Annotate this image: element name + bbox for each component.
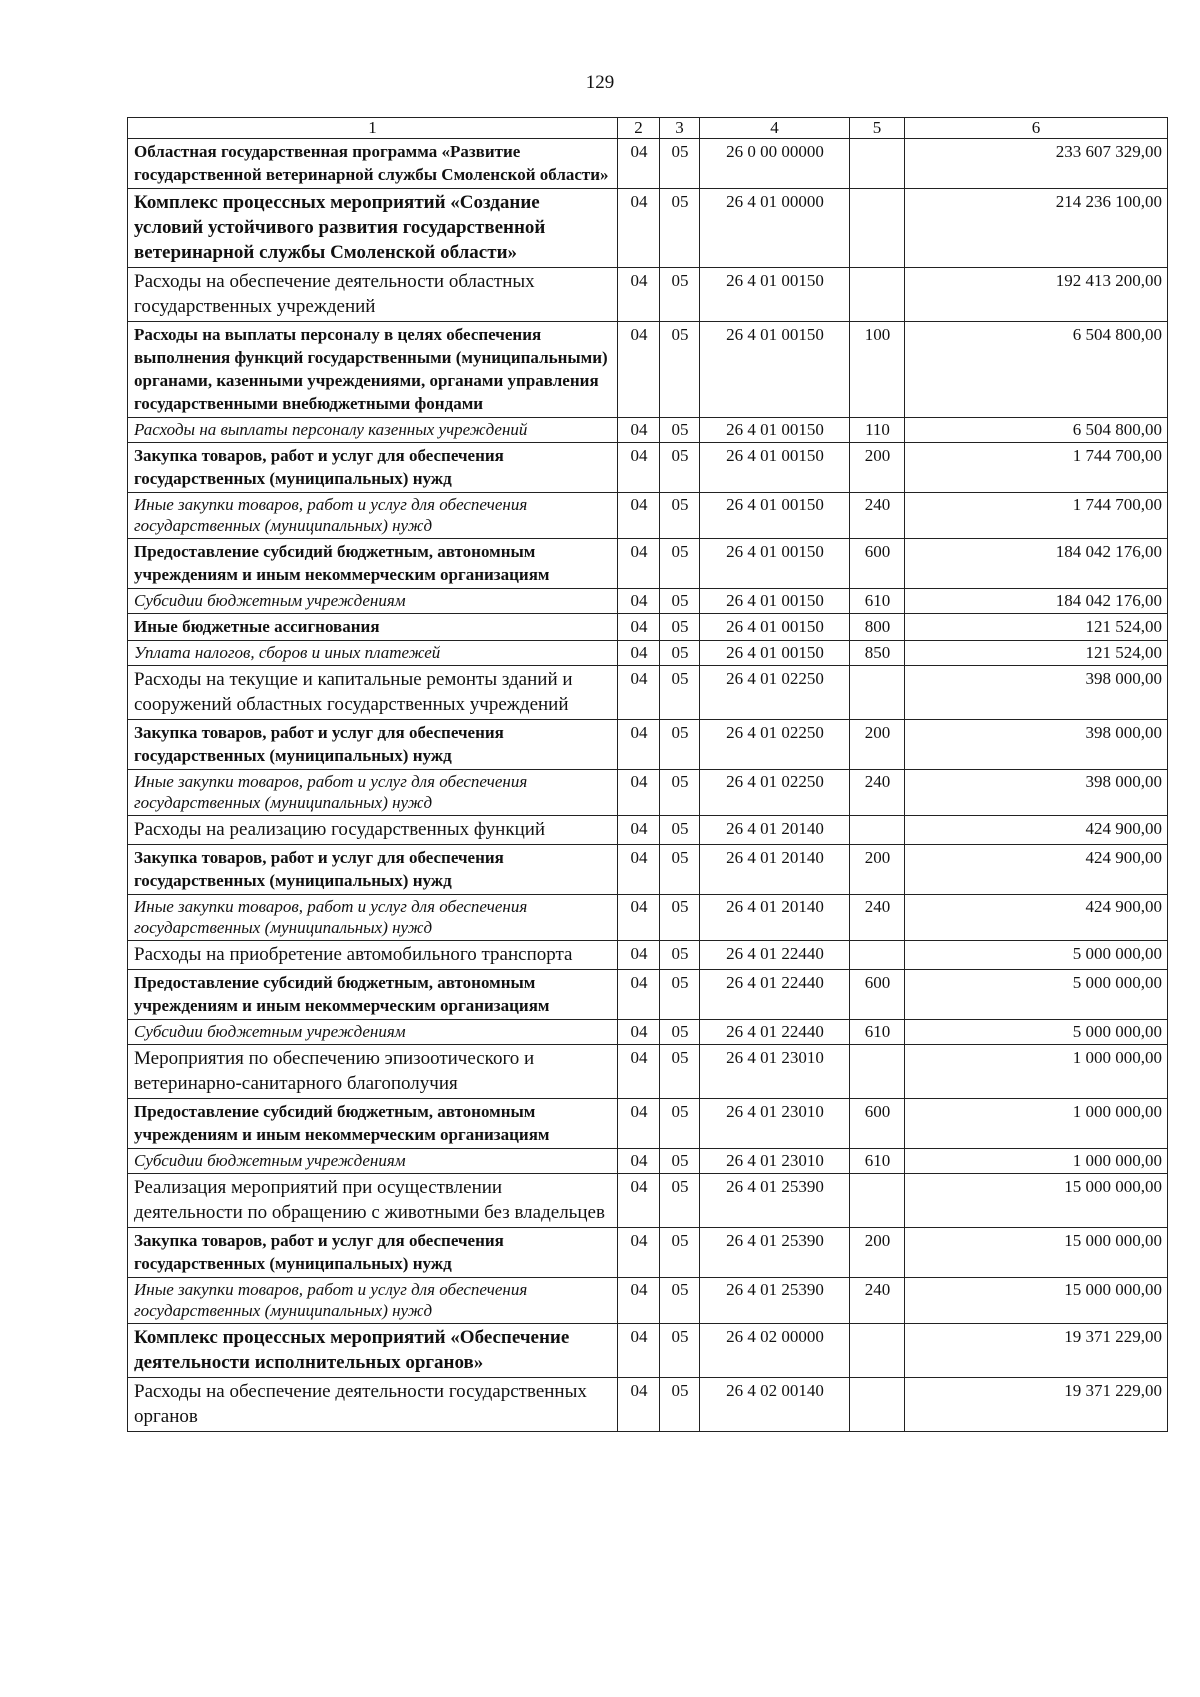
row-name-cell: Комплекс процессных мероприятий «Создание условий устойчивого развития государственной ветеринарной службы Смоленской области» [128, 189, 618, 268]
row-name-cell: Расходы на выплаты персоналу казенных учреждений [128, 418, 618, 443]
row-subsection-cell: 05 [660, 1045, 700, 1099]
row-target-code-cell: 26 4 01 25390 [700, 1174, 850, 1228]
table-row [128, 322, 1168, 418]
row-target-code-cell: 26 4 01 02250 [700, 770, 850, 816]
row-section-cell: 04 [618, 589, 660, 614]
row-amount-cell: 424 900,00 [905, 895, 1168, 941]
row-name-cell: Иные бюджетные ассигнования [128, 614, 618, 641]
row-name-cell: Предоставление субсидий бюджетным, автономным учреждениям и иным некоммерческим организациям [128, 970, 618, 1020]
row-name-cell: Закупка товаров, работ и услуг для обеспечения государственных (муниципальных) нужд [128, 443, 618, 493]
row-subsection-cell: 05 [660, 1149, 700, 1174]
row-section-cell: 04 [618, 1324, 660, 1378]
row-expense-type-cell: 610 [850, 1149, 905, 1174]
row-section-cell: 04 [618, 1278, 660, 1324]
row-amount-cell: 121 524,00 [905, 614, 1168, 641]
row-section-cell: 04 [618, 189, 660, 268]
row-amount-cell: 1 000 000,00 [905, 1099, 1168, 1149]
row-subsection-cell: 05 [660, 1378, 700, 1432]
row-target-code-cell: 26 4 01 22440 [700, 941, 850, 970]
row-target-code-cell: 26 4 02 00140 [700, 1378, 850, 1432]
row-expense-type-cell: 200 [850, 1228, 905, 1278]
table-row [128, 1378, 1168, 1432]
row-subsection-cell: 05 [660, 493, 700, 539]
row-expense-type-cell: 610 [850, 1020, 905, 1045]
row-name-cell: Субсидии бюджетным учреждениям [128, 1020, 618, 1045]
row-amount-cell: 1 000 000,00 [905, 1045, 1168, 1099]
row-section-cell: 04 [618, 493, 660, 539]
row-target-code-cell: 26 4 01 22440 [700, 1020, 850, 1045]
table-row [128, 189, 1168, 268]
row-expense-type-cell: 200 [850, 720, 905, 770]
row-section-cell: 04 [618, 720, 660, 770]
row-section-cell: 04 [618, 1020, 660, 1045]
row-section-cell: 04 [618, 770, 660, 816]
row-name-cell: Расходы на приобретение автомобильного транспорта [128, 941, 618, 970]
row-amount-cell: 1 000 000,00 [905, 1149, 1168, 1174]
row-expense-type-cell: 600 [850, 970, 905, 1020]
row-target-code-cell: 26 4 01 00150 [700, 322, 850, 418]
row-expense-type-cell: 240 [850, 493, 905, 539]
row-subsection-cell: 05 [660, 139, 700, 189]
table-row [128, 720, 1168, 770]
row-name-cell: Комплекс процессных мероприятий «Обеспечение деятельности исполнительных органов» [128, 1324, 618, 1378]
table-row [128, 845, 1168, 895]
row-section-cell: 04 [618, 614, 660, 641]
row-expense-type-cell [850, 1174, 905, 1228]
row-section-cell: 04 [618, 322, 660, 418]
table-row [128, 1099, 1168, 1149]
table-row [128, 418, 1168, 443]
table-body [128, 139, 1168, 1432]
row-name-cell: Расходы на обеспечение деятельности областных государственных учреждений [128, 268, 618, 322]
row-amount-cell: 121 524,00 [905, 641, 1168, 666]
row-amount-cell: 15 000 000,00 [905, 1228, 1168, 1278]
row-section-cell: 04 [618, 666, 660, 720]
row-subsection-cell: 05 [660, 941, 700, 970]
row-section-cell: 04 [618, 139, 660, 189]
row-expense-type-cell [850, 1045, 905, 1099]
row-expense-type-cell: 100 [850, 322, 905, 418]
row-name-cell: Уплата налогов, сборов и иных платежей [128, 641, 618, 666]
row-target-code-cell: 26 4 01 00150 [700, 614, 850, 641]
row-subsection-cell: 05 [660, 1020, 700, 1045]
row-target-code-cell: 26 4 01 02250 [700, 666, 850, 720]
row-section-cell: 04 [618, 1378, 660, 1432]
row-name-cell: Субсидии бюджетным учреждениям [128, 1149, 618, 1174]
table-row [128, 1278, 1168, 1324]
row-section-cell: 04 [618, 845, 660, 895]
table-row [128, 970, 1168, 1020]
row-target-code-cell: 26 4 01 00150 [700, 641, 850, 666]
row-target-code-cell: 26 4 01 00150 [700, 268, 850, 322]
row-name-cell: Предоставление субсидий бюджетным, автономным учреждениям и иным некоммерческим организациям [128, 1099, 618, 1149]
row-expense-type-cell [850, 666, 905, 720]
row-target-code-cell: 26 4 01 00000 [700, 189, 850, 268]
row-section-cell: 04 [618, 970, 660, 1020]
row-expense-type-cell [850, 268, 905, 322]
row-expense-type-cell: 600 [850, 1099, 905, 1149]
table-row [128, 268, 1168, 322]
row-expense-type-cell [850, 189, 905, 268]
row-section-cell: 04 [618, 418, 660, 443]
row-name-cell: Расходы на текущие и капитальные ремонты зданий и сооружений областных государственных учреждений [128, 666, 618, 720]
row-target-code-cell: 26 4 01 00150 [700, 418, 850, 443]
row-subsection-cell: 05 [660, 443, 700, 493]
row-subsection-cell: 05 [660, 418, 700, 443]
row-subsection-cell: 05 [660, 816, 700, 845]
table-row [128, 666, 1168, 720]
row-amount-cell: 19 371 229,00 [905, 1378, 1168, 1432]
row-target-code-cell: 26 4 02 00000 [700, 1324, 850, 1378]
row-subsection-cell: 05 [660, 268, 700, 322]
row-name-cell: Иные закупки товаров, работ и услуг для обеспечения государственных (муниципальных) нужд [128, 895, 618, 941]
page-number: 129 [585, 72, 615, 93]
row-subsection-cell: 05 [660, 720, 700, 770]
row-target-code-cell: 26 4 01 20140 [700, 816, 850, 845]
row-amount-cell: 424 900,00 [905, 816, 1168, 845]
header-col-4: 4 [700, 118, 850, 139]
row-expense-type-cell: 200 [850, 845, 905, 895]
table-row [128, 1324, 1168, 1378]
row-target-code-cell: 26 4 01 25390 [700, 1278, 850, 1324]
row-section-cell: 04 [618, 539, 660, 589]
row-expense-type-cell: 610 [850, 589, 905, 614]
row-subsection-cell: 05 [660, 1099, 700, 1149]
row-amount-cell: 233 607 329,00 [905, 139, 1168, 189]
row-name-cell: Закупка товаров, работ и услуг для обеспечения государственных (муниципальных) нужд [128, 845, 618, 895]
row-subsection-cell: 05 [660, 322, 700, 418]
row-expense-type-cell: 240 [850, 1278, 905, 1324]
row-expense-type-cell: 110 [850, 418, 905, 443]
row-name-cell: Иные закупки товаров, работ и услуг для обеспечения государственных (муниципальных) нужд [128, 770, 618, 816]
table-row [128, 614, 1168, 641]
row-subsection-cell: 05 [660, 189, 700, 268]
row-amount-cell: 184 042 176,00 [905, 589, 1168, 614]
row-section-cell: 04 [618, 816, 660, 845]
row-section-cell: 04 [618, 443, 660, 493]
row-name-cell: Расходы на реализацию государственных функций [128, 816, 618, 845]
row-target-code-cell: 26 4 01 20140 [700, 845, 850, 895]
table-row [128, 589, 1168, 614]
row-section-cell: 04 [618, 1099, 660, 1149]
row-subsection-cell: 05 [660, 970, 700, 1020]
table-header-row [128, 118, 1168, 139]
row-subsection-cell: 05 [660, 1228, 700, 1278]
row-subsection-cell: 05 [660, 666, 700, 720]
row-name-cell: Закупка товаров, работ и услуг для обеспечения государственных (муниципальных) нужд [128, 1228, 618, 1278]
table-row [128, 895, 1168, 941]
row-section-cell: 04 [618, 641, 660, 666]
row-subsection-cell: 05 [660, 1174, 700, 1228]
row-target-code-cell: 26 4 01 20140 [700, 895, 850, 941]
row-amount-cell: 1 744 700,00 [905, 493, 1168, 539]
row-section-cell: 04 [618, 941, 660, 970]
row-section-cell: 04 [618, 268, 660, 322]
table-row [128, 1149, 1168, 1174]
row-subsection-cell: 05 [660, 614, 700, 641]
row-expense-type-cell [850, 816, 905, 845]
table-row [128, 443, 1168, 493]
row-subsection-cell: 05 [660, 895, 700, 941]
row-name-cell: Закупка товаров, работ и услуг для обеспечения государственных (муниципальных) нужд [128, 720, 618, 770]
row-target-code-cell: 26 4 01 00150 [700, 443, 850, 493]
row-name-cell: Расходы на обеспечение деятельности государственных органов [128, 1378, 618, 1432]
row-expense-type-cell [850, 941, 905, 970]
row-subsection-cell: 05 [660, 1324, 700, 1378]
table-row [128, 1045, 1168, 1099]
row-section-cell: 04 [618, 1174, 660, 1228]
row-subsection-cell: 05 [660, 845, 700, 895]
row-subsection-cell: 05 [660, 539, 700, 589]
row-target-code-cell: 26 4 01 23010 [700, 1149, 850, 1174]
table-row [128, 1228, 1168, 1278]
row-amount-cell: 5 000 000,00 [905, 970, 1168, 1020]
row-amount-cell: 398 000,00 [905, 720, 1168, 770]
row-amount-cell: 424 900,00 [905, 845, 1168, 895]
row-amount-cell: 398 000,00 [905, 666, 1168, 720]
row-expense-type-cell [850, 139, 905, 189]
table-row [128, 770, 1168, 816]
row-expense-type-cell [850, 1378, 905, 1432]
row-expense-type-cell: 200 [850, 443, 905, 493]
row-expense-type-cell: 600 [850, 539, 905, 589]
table-row [128, 1174, 1168, 1228]
table-row [128, 941, 1168, 970]
row-section-cell: 04 [618, 1045, 660, 1099]
row-amount-cell: 184 042 176,00 [905, 539, 1168, 589]
row-name-cell: Предоставление субсидий бюджетным, автономным учреждениям и иным некоммерческим организациям [128, 539, 618, 589]
budget-table [127, 117, 1168, 1432]
table-row [128, 539, 1168, 589]
row-subsection-cell: 05 [660, 641, 700, 666]
header-col-5: 5 [850, 118, 905, 139]
row-amount-cell: 19 371 229,00 [905, 1324, 1168, 1378]
row-name-cell: Расходы на выплаты персоналу в целях обеспечения выполнения функций государственными (муниципальными) органами, казенными учреждениями, органами управления государственными внебюджетными фондами [128, 322, 618, 418]
row-name-cell: Иные закупки товаров, работ и услуг для обеспечения государственных (муниципальных) нужд [128, 493, 618, 539]
table-row [128, 641, 1168, 666]
row-amount-cell: 1 744 700,00 [905, 443, 1168, 493]
row-subsection-cell: 05 [660, 589, 700, 614]
row-target-code-cell: 26 4 01 00150 [700, 493, 850, 539]
row-amount-cell: 5 000 000,00 [905, 941, 1168, 970]
row-expense-type-cell: 240 [850, 895, 905, 941]
row-amount-cell: 214 236 100,00 [905, 189, 1168, 268]
row-target-code-cell: 26 4 01 22440 [700, 970, 850, 1020]
row-target-code-cell: 26 4 01 00150 [700, 589, 850, 614]
row-subsection-cell: 05 [660, 1278, 700, 1324]
row-expense-type-cell [850, 1324, 905, 1378]
table-row [128, 816, 1168, 845]
row-section-cell: 04 [618, 895, 660, 941]
row-target-code-cell: 26 4 01 00150 [700, 539, 850, 589]
row-target-code-cell: 26 4 01 02250 [700, 720, 850, 770]
row-amount-cell: 6 504 800,00 [905, 322, 1168, 418]
row-amount-cell: 398 000,00 [905, 770, 1168, 816]
row-section-cell: 04 [618, 1149, 660, 1174]
row-amount-cell: 6 504 800,00 [905, 418, 1168, 443]
row-name-cell: Субсидии бюджетным учреждениям [128, 589, 618, 614]
row-target-code-cell: 26 4 01 23010 [700, 1099, 850, 1149]
header-col-1: 1 [128, 118, 618, 139]
row-subsection-cell: 05 [660, 770, 700, 816]
row-target-code-cell: 26 4 01 25390 [700, 1228, 850, 1278]
row-expense-type-cell: 240 [850, 770, 905, 816]
row-section-cell: 04 [618, 1228, 660, 1278]
header-col-3: 3 [660, 118, 700, 139]
row-target-code-cell: 26 4 01 23010 [700, 1045, 850, 1099]
row-target-code-cell: 26 0 00 00000 [700, 139, 850, 189]
row-expense-type-cell: 800 [850, 614, 905, 641]
row-expense-type-cell: 850 [850, 641, 905, 666]
table-row [128, 139, 1168, 189]
row-amount-cell: 192 413 200,00 [905, 268, 1168, 322]
table-row [128, 493, 1168, 539]
row-name-cell: Реализация мероприятий при осуществлении деятельности по обращению с животными без владельцев [128, 1174, 618, 1228]
row-amount-cell: 15 000 000,00 [905, 1278, 1168, 1324]
header-col-6: 6 [905, 118, 1168, 139]
header-col-2: 2 [618, 118, 660, 139]
row-amount-cell: 15 000 000,00 [905, 1174, 1168, 1228]
table-row [128, 1020, 1168, 1045]
row-name-cell: Иные закупки товаров, работ и услуг для обеспечения государственных (муниципальных) нужд [128, 1278, 618, 1324]
row-amount-cell: 5 000 000,00 [905, 1020, 1168, 1045]
row-name-cell: Мероприятия по обеспечению эпизоотического и ветеринарно-санитарного благополучия [128, 1045, 618, 1099]
row-name-cell: Областная государственная программа «Развитие государственной ветеринарной службы Смоленской области» [128, 139, 618, 189]
